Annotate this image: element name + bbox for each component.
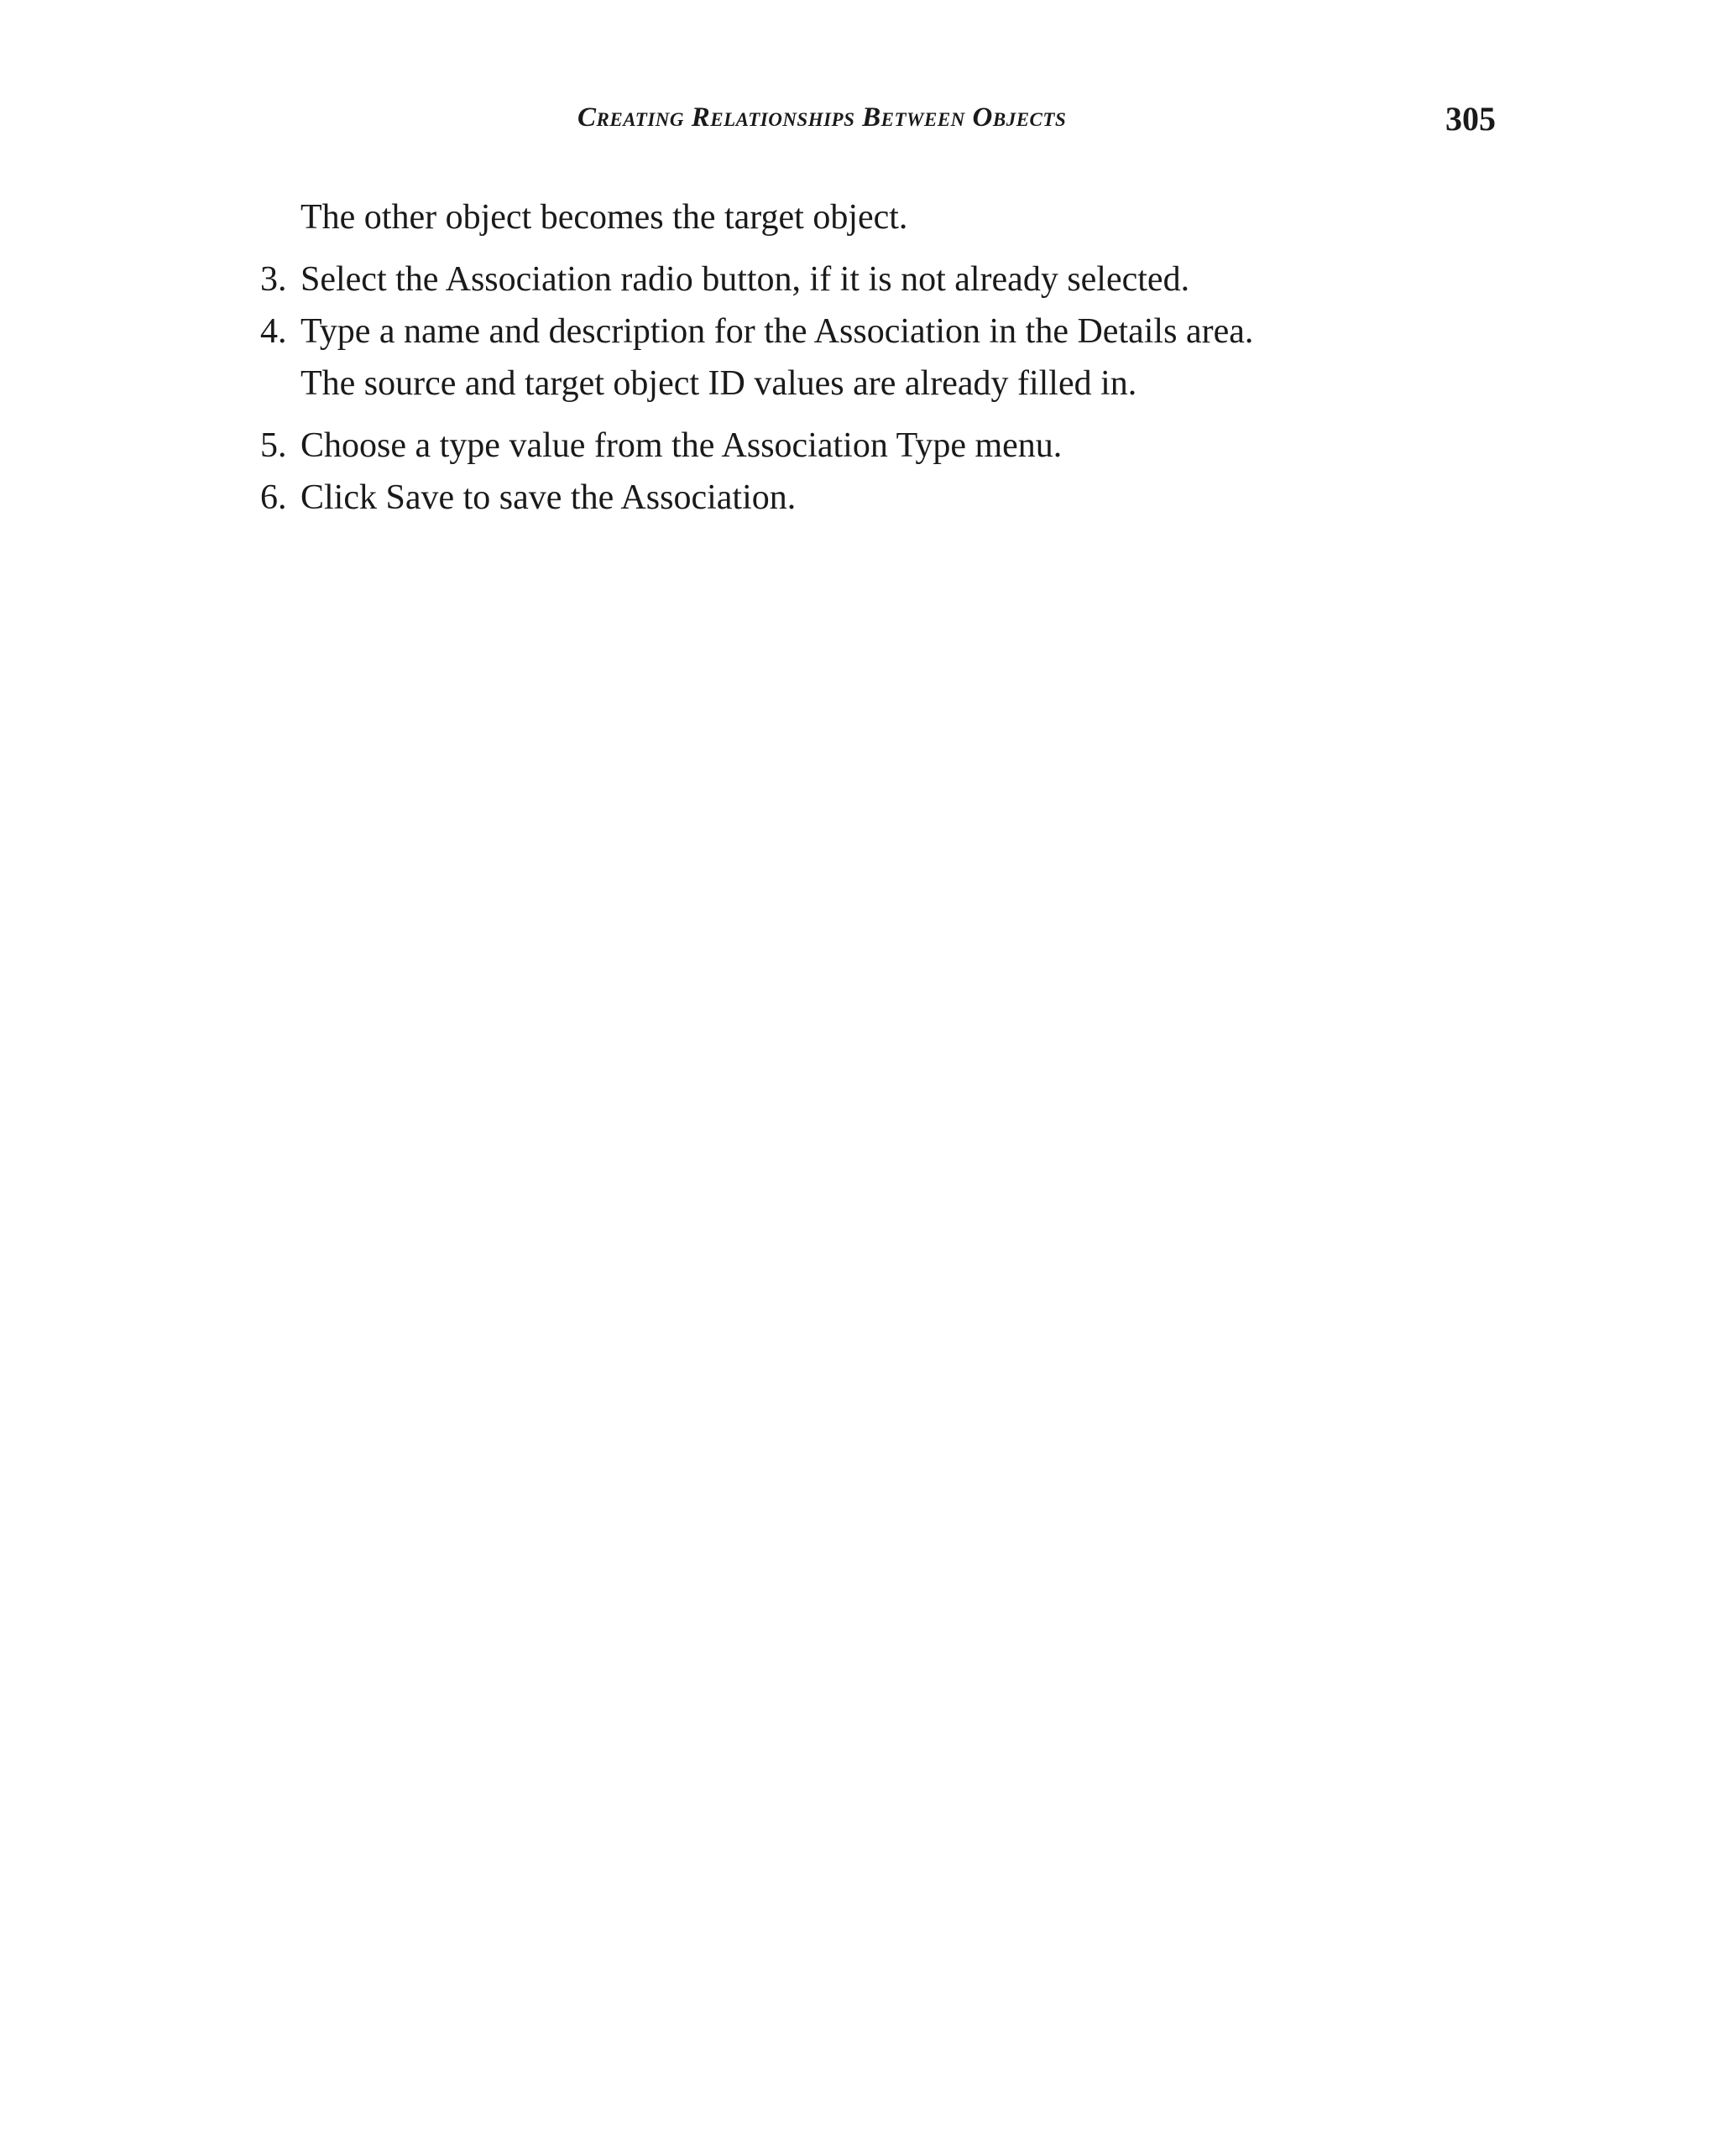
continuation-paragraph: The other object becomes the target object. bbox=[300, 198, 908, 237]
step-text: Type a name and description for the Association in the Details area. bbox=[300, 312, 1254, 351]
step-number: 4. bbox=[260, 312, 287, 351]
step-number: 3. bbox=[260, 260, 287, 299]
step-4-note: The source and target object ID values are already filled in. bbox=[300, 364, 1137, 403]
step-number: 5. bbox=[260, 426, 287, 465]
running-title: Creating Relationships Between Objects bbox=[577, 102, 1067, 133]
step-4 bbox=[0, 305, 1719, 358]
running-head bbox=[0, 99, 1719, 141]
step-6 bbox=[0, 472, 1719, 524]
step-3 bbox=[0, 253, 1719, 305]
step-text: Click Save to save the Association. bbox=[300, 478, 797, 517]
page-number: 305 bbox=[1445, 100, 1496, 138]
step-text: Choose a type value from the Association Type menu. bbox=[300, 426, 1063, 465]
step-number: 6. bbox=[260, 478, 287, 517]
step-text: Select the Association radio button, if it is not already selected. bbox=[300, 260, 1190, 299]
step-5 bbox=[0, 420, 1719, 472]
